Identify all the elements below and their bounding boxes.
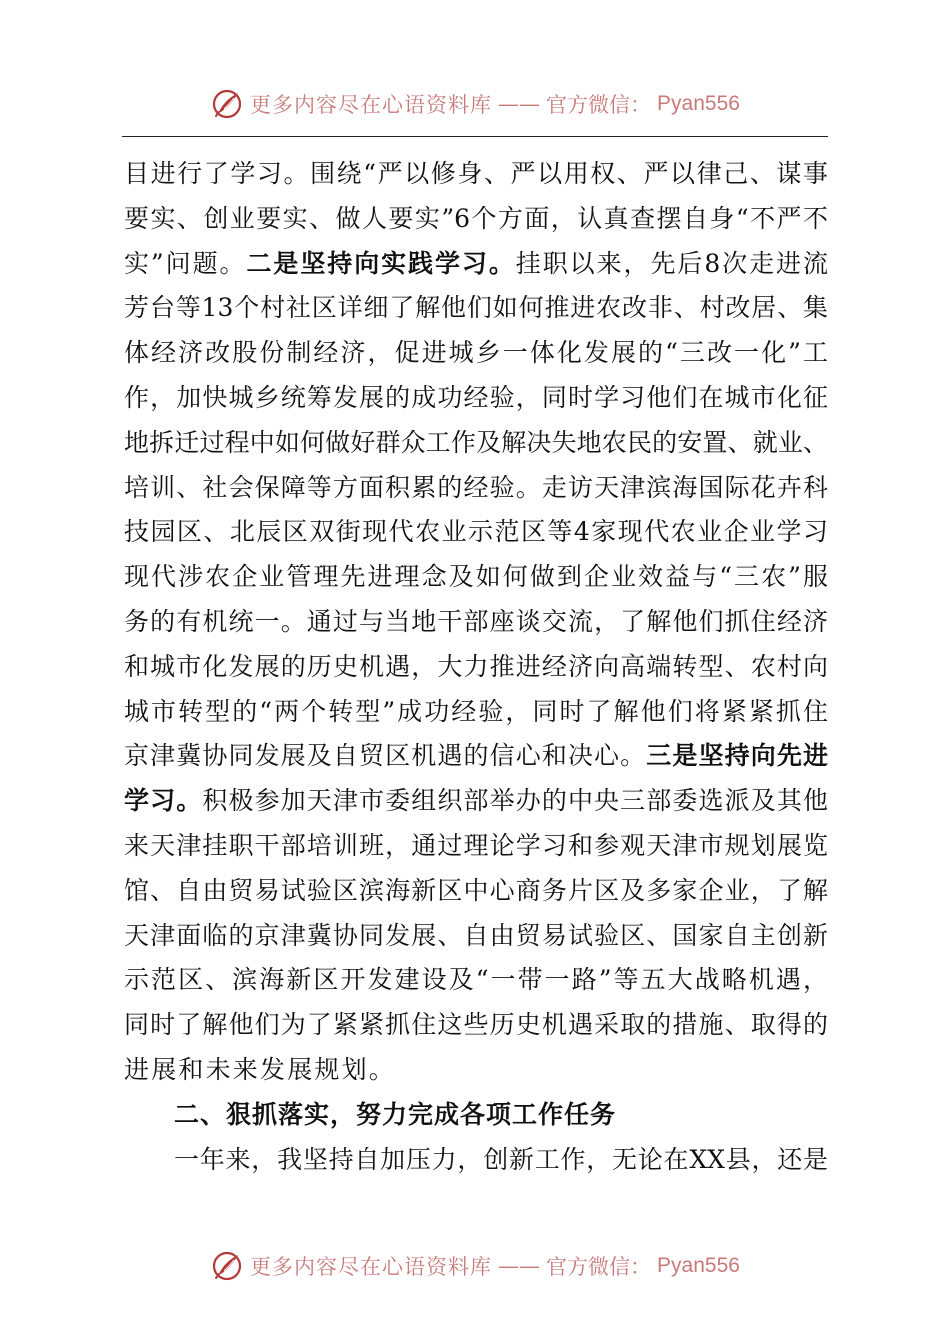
text-span: 实”问题。 bbox=[124, 248, 247, 278]
text-line: 体经济改股份制经济，促进城乡一体化发展的“三改一化”工 bbox=[124, 338, 828, 368]
quill-pen-logo-icon bbox=[210, 1249, 244, 1283]
text-line: 培训、社会保障等方面积累的经验。走访天津滨海国际花卉科 bbox=[124, 472, 828, 502]
text-line: 作，加快城乡统筹发展的成功经验，同时学习他们在城市化征 bbox=[124, 382, 828, 412]
text-span: 挂职以来，先后8次走进流 bbox=[515, 248, 828, 278]
text-line: 和城市化发展的历史机遇，大力推进经济向高端转型、农村向 bbox=[124, 651, 828, 681]
text-line: 来天津挂职干部培训班，通过理论学习和参观天津市规划展览 bbox=[124, 830, 828, 860]
document-body bbox=[124, 152, 828, 1182]
text-line: 要实、创业要实、做人要实”6个方面，认真查摆自身“不严不 bbox=[124, 203, 828, 233]
watermark-separator: —— bbox=[498, 1254, 541, 1278]
text-line: 目进行了学习。围绕“严以修身、严以用权、严以律己、谋事 bbox=[124, 159, 828, 188]
bold-phrase: 学习。 bbox=[124, 786, 203, 816]
text-line: 地拆迁过程中如何做好群众工作及解决失地农民的安置、就业、 bbox=[124, 427, 828, 457]
text-line: 技园区、北辰区双街现代农业示范区等4家现代农业企业学习 bbox=[124, 517, 828, 547]
watermark-label: 官方微信： bbox=[546, 1255, 652, 1279]
watermark-wechat-id: Pyan556 bbox=[657, 1254, 740, 1277]
header-divider bbox=[122, 136, 828, 137]
text-line: 务的有机统一。通过与当地干部座谈交流，了解他们抓住经济 bbox=[124, 606, 828, 636]
text-line bbox=[124, 779, 828, 824]
bold-phrase: 三是坚持向先进 bbox=[646, 741, 828, 771]
watermark-label: 官方微信： bbox=[546, 93, 652, 117]
watermark-text: 更多内容尽在心语资料库 bbox=[250, 93, 493, 117]
watermark-wechat-id: Pyan556 bbox=[657, 92, 740, 115]
text-line: 进展和未来发展规划。 bbox=[124, 1054, 397, 1084]
text-line: 示范区、滨海新区开发建设及“一带一路”等五大战略机遇， bbox=[124, 965, 828, 995]
bold-phrase: 二是坚持向实践学习。 bbox=[246, 248, 516, 278]
text-line: 芳台等13个村社区详细了解他们如何推进农改非、村改居、集 bbox=[124, 293, 828, 323]
text-line: 城市转型的“两个转型”成功经验，同时了解他们将紧紧抓住 bbox=[124, 696, 828, 726]
paragraph-start-line: 一年来，我坚持自加压力，创新工作，无论在XX县，还是 bbox=[174, 1144, 828, 1174]
text-span: 京津冀协同发展及自贸区机遇的信心和决心。 bbox=[124, 741, 647, 771]
quill-pen-logo-icon bbox=[210, 87, 244, 121]
section-heading: 二、狠抓落实，努力完成各项工作任务 bbox=[174, 1099, 617, 1129]
watermark-text: 更多内容尽在心语资料库 bbox=[250, 1255, 493, 1279]
text-line: 馆、自由贸易试验区滨海新区中心商务片区及多家企业，了解 bbox=[124, 875, 828, 905]
watermark-separator: —— bbox=[498, 92, 541, 116]
text-line bbox=[124, 734, 828, 779]
text-line: 同时了解他们为了紧紧抓住这些历史机遇采取的措施、取得的 bbox=[124, 1010, 828, 1040]
text-line: 现代涉农企业管理先进理念及如何做到企业效益与“三农”服 bbox=[124, 562, 828, 592]
text-line bbox=[124, 242, 828, 287]
text-line: 天津面临的京津冀协同发展、自由贸易试验区、国家自主创新 bbox=[124, 920, 828, 950]
text-span: 积极参加天津市委组织部举办的中央三部委选派及其他 bbox=[202, 786, 828, 816]
header-watermark bbox=[0, 84, 950, 124]
footer-watermark bbox=[0, 1246, 950, 1286]
